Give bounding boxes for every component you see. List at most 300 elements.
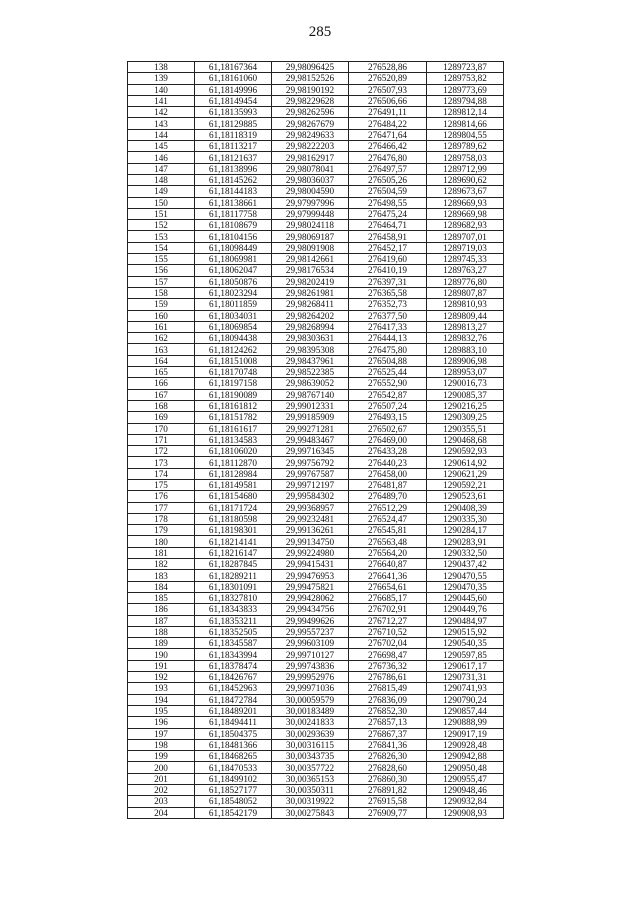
longitude-cell: 29,99712197 — [272, 479, 349, 490]
x-coordinate-cell: 276786,61 — [349, 672, 427, 683]
point-number-cell: 159 — [128, 299, 195, 310]
x-coordinate-cell: 276867,37 — [349, 728, 427, 739]
point-number-cell: 198 — [128, 739, 195, 750]
table-row — [128, 592, 504, 603]
point-number-cell: 151 — [128, 208, 195, 219]
point-number-cell: 153 — [128, 231, 195, 242]
longitude-cell: 29,99952976 — [272, 672, 349, 683]
latitude-cell: 61,18094438 — [195, 333, 272, 344]
longitude-cell: 29,99716345 — [272, 446, 349, 457]
table-row — [128, 717, 504, 728]
x-coordinate-cell: 276563,48 — [349, 536, 427, 547]
latitude-cell: 61,18145262 — [195, 174, 272, 185]
latitude-cell: 61,18190089 — [195, 389, 272, 400]
y-coordinate-cell: 1289758,03 — [427, 152, 504, 163]
longitude-cell: 29,99224980 — [272, 547, 349, 558]
y-coordinate-cell: 1289719,03 — [427, 242, 504, 253]
x-coordinate-cell: 276702,91 — [349, 604, 427, 615]
y-coordinate-cell: 1290731,31 — [427, 672, 504, 683]
latitude-cell: 61,18154680 — [195, 491, 272, 502]
point-number-cell: 180 — [128, 536, 195, 547]
y-coordinate-cell: 1290449,76 — [427, 604, 504, 615]
x-coordinate-cell: 276841,36 — [349, 739, 427, 750]
y-coordinate-cell: 1290928,48 — [427, 739, 504, 750]
point-number-cell: 192 — [128, 672, 195, 683]
table-row — [128, 107, 504, 118]
table-row — [128, 62, 504, 73]
y-coordinate-cell: 1289669,98 — [427, 208, 504, 219]
table-row — [128, 739, 504, 750]
y-coordinate-cell: 1290468,68 — [427, 434, 504, 445]
longitude-cell: 29,98437961 — [272, 355, 349, 366]
latitude-cell: 61,18062047 — [195, 265, 272, 276]
longitude-cell: 29,98091908 — [272, 242, 349, 253]
latitude-cell: 61,18104156 — [195, 231, 272, 242]
longitude-cell: 29,98162917 — [272, 152, 349, 163]
latitude-cell: 61,18151782 — [195, 412, 272, 423]
longitude-cell: 29,98522385 — [272, 367, 349, 378]
table-row — [128, 73, 504, 84]
y-coordinate-cell: 1289773,69 — [427, 84, 504, 95]
longitude-cell: 30,00365153 — [272, 773, 349, 784]
point-number-cell: 142 — [128, 107, 195, 118]
y-coordinate-cell: 1289763,27 — [427, 265, 504, 276]
longitude-cell: 29,98264202 — [272, 310, 349, 321]
point-number-cell: 187 — [128, 615, 195, 626]
point-number-cell: 193 — [128, 683, 195, 694]
y-coordinate-cell: 1290942,88 — [427, 751, 504, 762]
longitude-cell: 29,98249633 — [272, 129, 349, 140]
table-row — [128, 446, 504, 457]
longitude-cell: 29,99557237 — [272, 626, 349, 637]
y-coordinate-cell: 1289723,87 — [427, 62, 504, 73]
longitude-cell: 30,00350311 — [272, 785, 349, 796]
longitude-cell: 29,99756792 — [272, 457, 349, 468]
y-coordinate-cell: 1290955,47 — [427, 773, 504, 784]
point-number-cell: 184 — [128, 581, 195, 592]
point-number-cell: 177 — [128, 502, 195, 513]
x-coordinate-cell: 276475,24 — [349, 208, 427, 219]
point-number-cell: 152 — [128, 220, 195, 231]
longitude-cell: 29,99767587 — [272, 468, 349, 479]
longitude-cell: 29,98036037 — [272, 174, 349, 185]
y-coordinate-cell: 1289883,10 — [427, 344, 504, 355]
table-row — [128, 785, 504, 796]
table-row — [128, 728, 504, 739]
y-coordinate-cell: 1290515,92 — [427, 626, 504, 637]
x-coordinate-cell: 276857,13 — [349, 717, 427, 728]
point-number-cell: 148 — [128, 174, 195, 185]
latitude-cell: 61,18170748 — [195, 367, 272, 378]
point-number-cell: 160 — [128, 310, 195, 321]
x-coordinate-cell: 276860,30 — [349, 773, 427, 784]
table-row — [128, 638, 504, 649]
y-coordinate-cell: 1290888,99 — [427, 717, 504, 728]
latitude-cell: 61,18121637 — [195, 152, 272, 163]
longitude-cell: 29,98004590 — [272, 186, 349, 197]
latitude-cell: 61,18117758 — [195, 208, 272, 219]
table-row — [128, 367, 504, 378]
longitude-cell: 29,98078041 — [272, 163, 349, 174]
latitude-cell: 61,18149581 — [195, 479, 272, 490]
x-coordinate-cell: 276891,82 — [349, 785, 427, 796]
x-coordinate-cell: 276524,47 — [349, 513, 427, 524]
x-coordinate-cell: 276452,17 — [349, 242, 427, 253]
table-row — [128, 400, 504, 411]
point-number-cell: 141 — [128, 95, 195, 106]
x-coordinate-cell: 276397,31 — [349, 276, 427, 287]
table-row — [128, 378, 504, 389]
table-row — [128, 694, 504, 705]
table-row — [128, 344, 504, 355]
latitude-cell: 61,18481366 — [195, 739, 272, 750]
latitude-cell: 61,18161812 — [195, 400, 272, 411]
x-coordinate-cell: 276410,19 — [349, 265, 427, 276]
y-coordinate-cell: 1290445,60 — [427, 592, 504, 603]
y-coordinate-cell: 1289707,01 — [427, 231, 504, 242]
table-row — [128, 242, 504, 253]
x-coordinate-cell: 276365,58 — [349, 287, 427, 298]
longitude-cell: 29,98229628 — [272, 95, 349, 106]
coordinates-table — [127, 61, 504, 819]
latitude-cell: 61,18426767 — [195, 672, 272, 683]
point-number-cell: 167 — [128, 389, 195, 400]
table-row — [128, 604, 504, 615]
latitude-cell: 61,18452963 — [195, 683, 272, 694]
longitude-cell: 29,99185909 — [272, 412, 349, 423]
point-number-cell: 166 — [128, 378, 195, 389]
longitude-cell: 29,99971036 — [272, 683, 349, 694]
point-number-cell: 147 — [128, 163, 195, 174]
table-row — [128, 220, 504, 231]
table-row — [128, 457, 504, 468]
longitude-cell: 29,99434756 — [272, 604, 349, 615]
y-coordinate-cell: 1290335,30 — [427, 513, 504, 524]
table-row — [128, 197, 504, 208]
table-row — [128, 547, 504, 558]
table-row — [128, 649, 504, 660]
point-number-cell: 149 — [128, 186, 195, 197]
point-number-cell: 169 — [128, 412, 195, 423]
y-coordinate-cell: 1289809,44 — [427, 310, 504, 321]
y-coordinate-cell: 1289804,55 — [427, 129, 504, 140]
point-number-cell: 165 — [128, 367, 195, 378]
table-row — [128, 762, 504, 773]
y-coordinate-cell: 1289906,98 — [427, 355, 504, 366]
longitude-cell: 29,98176534 — [272, 265, 349, 276]
latitude-cell: 61,18468265 — [195, 751, 272, 762]
longitude-cell: 29,99415431 — [272, 559, 349, 570]
latitude-cell: 61,18216147 — [195, 547, 272, 558]
latitude-cell: 61,18161617 — [195, 423, 272, 434]
table-row — [128, 705, 504, 716]
table-row — [128, 310, 504, 321]
table-row — [128, 525, 504, 536]
longitude-cell: 29,98303631 — [272, 333, 349, 344]
point-number-cell: 189 — [128, 638, 195, 649]
y-coordinate-cell: 1290484,97 — [427, 615, 504, 626]
longitude-cell: 30,00059579 — [272, 694, 349, 705]
y-coordinate-cell: 1289794,88 — [427, 95, 504, 106]
point-number-cell: 176 — [128, 491, 195, 502]
table-row — [128, 389, 504, 400]
latitude-cell: 61,18023294 — [195, 287, 272, 298]
latitude-cell: 61,18470533 — [195, 762, 272, 773]
point-number-cell: 202 — [128, 785, 195, 796]
latitude-cell: 61,18301091 — [195, 581, 272, 592]
longitude-cell: 29,99603109 — [272, 638, 349, 649]
longitude-cell: 30,00183489 — [272, 705, 349, 716]
x-coordinate-cell: 276698,47 — [349, 649, 427, 660]
y-coordinate-cell: 1290470,35 — [427, 581, 504, 592]
y-coordinate-cell: 1290621,29 — [427, 468, 504, 479]
latitude-cell: 61,18161060 — [195, 73, 272, 84]
point-number-cell: 194 — [128, 694, 195, 705]
y-coordinate-cell: 1290597,85 — [427, 649, 504, 660]
y-coordinate-cell: 1290332,50 — [427, 547, 504, 558]
x-coordinate-cell: 276433,28 — [349, 446, 427, 457]
longitude-cell: 29,99136261 — [272, 525, 349, 536]
latitude-cell: 61,18167364 — [195, 62, 272, 73]
x-coordinate-cell: 276475,80 — [349, 344, 427, 355]
longitude-cell: 29,98152526 — [272, 73, 349, 84]
latitude-cell: 61,18118319 — [195, 129, 272, 140]
latitude-cell: 61,18548052 — [195, 796, 272, 807]
latitude-cell: 61,18343833 — [195, 604, 272, 615]
y-coordinate-cell: 1289682,93 — [427, 220, 504, 231]
table-row — [128, 186, 504, 197]
longitude-cell: 29,98202419 — [272, 276, 349, 287]
table-row — [128, 570, 504, 581]
table-row — [128, 118, 504, 129]
latitude-cell: 61,18197158 — [195, 378, 272, 389]
point-number-cell: 144 — [128, 129, 195, 140]
longitude-cell: 29,99476953 — [272, 570, 349, 581]
x-coordinate-cell: 276506,66 — [349, 95, 427, 106]
table-row — [128, 773, 504, 784]
table-row — [128, 502, 504, 513]
latitude-cell: 61,18069854 — [195, 321, 272, 332]
y-coordinate-cell: 1289813,27 — [427, 321, 504, 332]
x-coordinate-cell: 276481,87 — [349, 479, 427, 490]
x-coordinate-cell: 276464,71 — [349, 220, 427, 231]
x-coordinate-cell: 276736,32 — [349, 660, 427, 671]
longitude-cell: 29,98767140 — [272, 389, 349, 400]
y-coordinate-cell: 1290309,25 — [427, 412, 504, 423]
point-number-cell: 201 — [128, 773, 195, 784]
y-coordinate-cell: 1290016,73 — [427, 378, 504, 389]
x-coordinate-cell: 276417,33 — [349, 321, 427, 332]
longitude-cell: 30,00241833 — [272, 717, 349, 728]
x-coordinate-cell: 276545,81 — [349, 525, 427, 536]
latitude-cell: 61,18353211 — [195, 615, 272, 626]
longitude-cell: 30,00319922 — [272, 796, 349, 807]
longitude-cell: 29,99012331 — [272, 400, 349, 411]
point-number-cell: 195 — [128, 705, 195, 716]
point-number-cell: 199 — [128, 751, 195, 762]
x-coordinate-cell: 276915,58 — [349, 796, 427, 807]
point-number-cell: 183 — [128, 570, 195, 581]
x-coordinate-cell: 276528,86 — [349, 62, 427, 73]
latitude-cell: 61,18138661 — [195, 197, 272, 208]
table-row — [128, 683, 504, 694]
y-coordinate-cell: 1290592,93 — [427, 446, 504, 457]
longitude-cell: 29,99232481 — [272, 513, 349, 524]
table-row — [128, 129, 504, 140]
longitude-cell: 29,99584302 — [272, 491, 349, 502]
point-number-cell: 190 — [128, 649, 195, 660]
x-coordinate-cell: 276520,89 — [349, 73, 427, 84]
point-number-cell: 156 — [128, 265, 195, 276]
longitude-cell: 29,99743836 — [272, 660, 349, 671]
latitude-cell: 61,18378474 — [195, 660, 272, 671]
point-number-cell: 138 — [128, 62, 195, 73]
y-coordinate-cell: 1290355,51 — [427, 423, 504, 434]
longitude-cell: 29,98639052 — [272, 378, 349, 389]
longitude-cell: 29,98268411 — [272, 299, 349, 310]
longitude-cell: 30,00316115 — [272, 739, 349, 750]
point-number-cell: 145 — [128, 141, 195, 152]
point-number-cell: 179 — [128, 525, 195, 536]
longitude-cell: 30,00293639 — [272, 728, 349, 739]
point-number-cell: 162 — [128, 333, 195, 344]
y-coordinate-cell: 1289753,82 — [427, 73, 504, 84]
y-coordinate-cell: 1289812,14 — [427, 107, 504, 118]
point-number-cell: 200 — [128, 762, 195, 773]
x-coordinate-cell: 276564,20 — [349, 547, 427, 558]
longitude-cell: 30,00343735 — [272, 751, 349, 762]
point-number-cell: 175 — [128, 479, 195, 490]
latitude-cell: 61,18343994 — [195, 649, 272, 660]
table-row — [128, 626, 504, 637]
latitude-cell: 61,18327810 — [195, 592, 272, 603]
x-coordinate-cell: 276458,91 — [349, 231, 427, 242]
point-number-cell: 185 — [128, 592, 195, 603]
y-coordinate-cell: 1289810,93 — [427, 299, 504, 310]
x-coordinate-cell: 276377,50 — [349, 310, 427, 321]
x-coordinate-cell: 276497,57 — [349, 163, 427, 174]
x-coordinate-cell: 276552,90 — [349, 378, 427, 389]
latitude-cell: 61,18134583 — [195, 434, 272, 445]
latitude-cell: 61,18504375 — [195, 728, 272, 739]
point-number-cell: 178 — [128, 513, 195, 524]
point-number-cell: 170 — [128, 423, 195, 434]
table-row — [128, 581, 504, 592]
coordinates-table-body — [128, 62, 504, 819]
x-coordinate-cell: 276525,44 — [349, 367, 427, 378]
y-coordinate-cell: 1289776,80 — [427, 276, 504, 287]
point-number-cell: 182 — [128, 559, 195, 570]
y-coordinate-cell: 1290917,19 — [427, 728, 504, 739]
x-coordinate-cell: 276505,26 — [349, 174, 427, 185]
table-row — [128, 333, 504, 344]
y-coordinate-cell: 1289745,33 — [427, 254, 504, 265]
longitude-cell: 29,99710127 — [272, 649, 349, 660]
y-coordinate-cell: 1289712,99 — [427, 163, 504, 174]
table-row — [128, 152, 504, 163]
table-row — [128, 254, 504, 265]
table-row — [128, 299, 504, 310]
table-row — [128, 423, 504, 434]
longitude-cell: 30,00357722 — [272, 762, 349, 773]
x-coordinate-cell: 276815,49 — [349, 683, 427, 694]
longitude-cell: 29,98222203 — [272, 141, 349, 152]
latitude-cell: 61,18198301 — [195, 525, 272, 536]
page-number: 285 — [308, 24, 332, 40]
x-coordinate-cell: 276685,17 — [349, 592, 427, 603]
point-number-cell: 172 — [128, 446, 195, 457]
latitude-cell: 61,18128984 — [195, 468, 272, 479]
table-row — [128, 672, 504, 683]
latitude-cell: 61,18098449 — [195, 242, 272, 253]
table-row — [128, 660, 504, 671]
y-coordinate-cell: 1289814,66 — [427, 118, 504, 129]
table-row — [128, 434, 504, 445]
table-row — [128, 807, 504, 818]
x-coordinate-cell: 276502,67 — [349, 423, 427, 434]
y-coordinate-cell: 1290617,17 — [427, 660, 504, 671]
x-coordinate-cell: 276828,60 — [349, 762, 427, 773]
longitude-cell: 29,99368957 — [272, 502, 349, 513]
point-number-cell: 155 — [128, 254, 195, 265]
y-coordinate-cell: 1290614,92 — [427, 457, 504, 468]
y-coordinate-cell: 1289953,07 — [427, 367, 504, 378]
y-coordinate-cell: 1290741,93 — [427, 683, 504, 694]
x-coordinate-cell: 276498,55 — [349, 197, 427, 208]
y-coordinate-cell: 1290790,24 — [427, 694, 504, 705]
x-coordinate-cell: 276712,27 — [349, 615, 427, 626]
point-number-cell: 163 — [128, 344, 195, 355]
y-coordinate-cell: 1290540,35 — [427, 638, 504, 649]
latitude-cell: 61,18050876 — [195, 276, 272, 287]
latitude-cell: 61,18108679 — [195, 220, 272, 231]
x-coordinate-cell: 276458,00 — [349, 468, 427, 479]
y-coordinate-cell: 1289690,62 — [427, 174, 504, 185]
table-row — [128, 84, 504, 95]
point-number-cell: 203 — [128, 796, 195, 807]
x-coordinate-cell: 276507,93 — [349, 84, 427, 95]
y-coordinate-cell: 1289673,67 — [427, 186, 504, 197]
point-number-cell: 157 — [128, 276, 195, 287]
point-number-cell: 164 — [128, 355, 195, 366]
x-coordinate-cell: 276419,60 — [349, 254, 427, 265]
table-row — [128, 231, 504, 242]
latitude-cell: 61,18180598 — [195, 513, 272, 524]
y-coordinate-cell: 1290592,21 — [427, 479, 504, 490]
x-coordinate-cell: 276542,87 — [349, 389, 427, 400]
point-number-cell: 146 — [128, 152, 195, 163]
table-row — [128, 615, 504, 626]
y-coordinate-cell: 1290932,84 — [427, 796, 504, 807]
point-number-cell: 204 — [128, 807, 195, 818]
y-coordinate-cell: 1290950,48 — [427, 762, 504, 773]
latitude-cell: 61,18011859 — [195, 299, 272, 310]
x-coordinate-cell: 276489,70 — [349, 491, 427, 502]
latitude-cell: 61,18287845 — [195, 559, 272, 570]
latitude-cell: 61,18034031 — [195, 310, 272, 321]
x-coordinate-cell: 276641,36 — [349, 570, 427, 581]
latitude-cell: 61,18494411 — [195, 717, 272, 728]
latitude-cell: 61,18129885 — [195, 118, 272, 129]
point-number-cell: 140 — [128, 84, 195, 95]
longitude-cell: 29,98267679 — [272, 118, 349, 129]
y-coordinate-cell: 1290470,55 — [427, 570, 504, 581]
latitude-cell: 61,18499102 — [195, 773, 272, 784]
x-coordinate-cell: 276491,11 — [349, 107, 427, 118]
latitude-cell: 61,18527177 — [195, 785, 272, 796]
point-number-cell: 154 — [128, 242, 195, 253]
table-row — [128, 513, 504, 524]
